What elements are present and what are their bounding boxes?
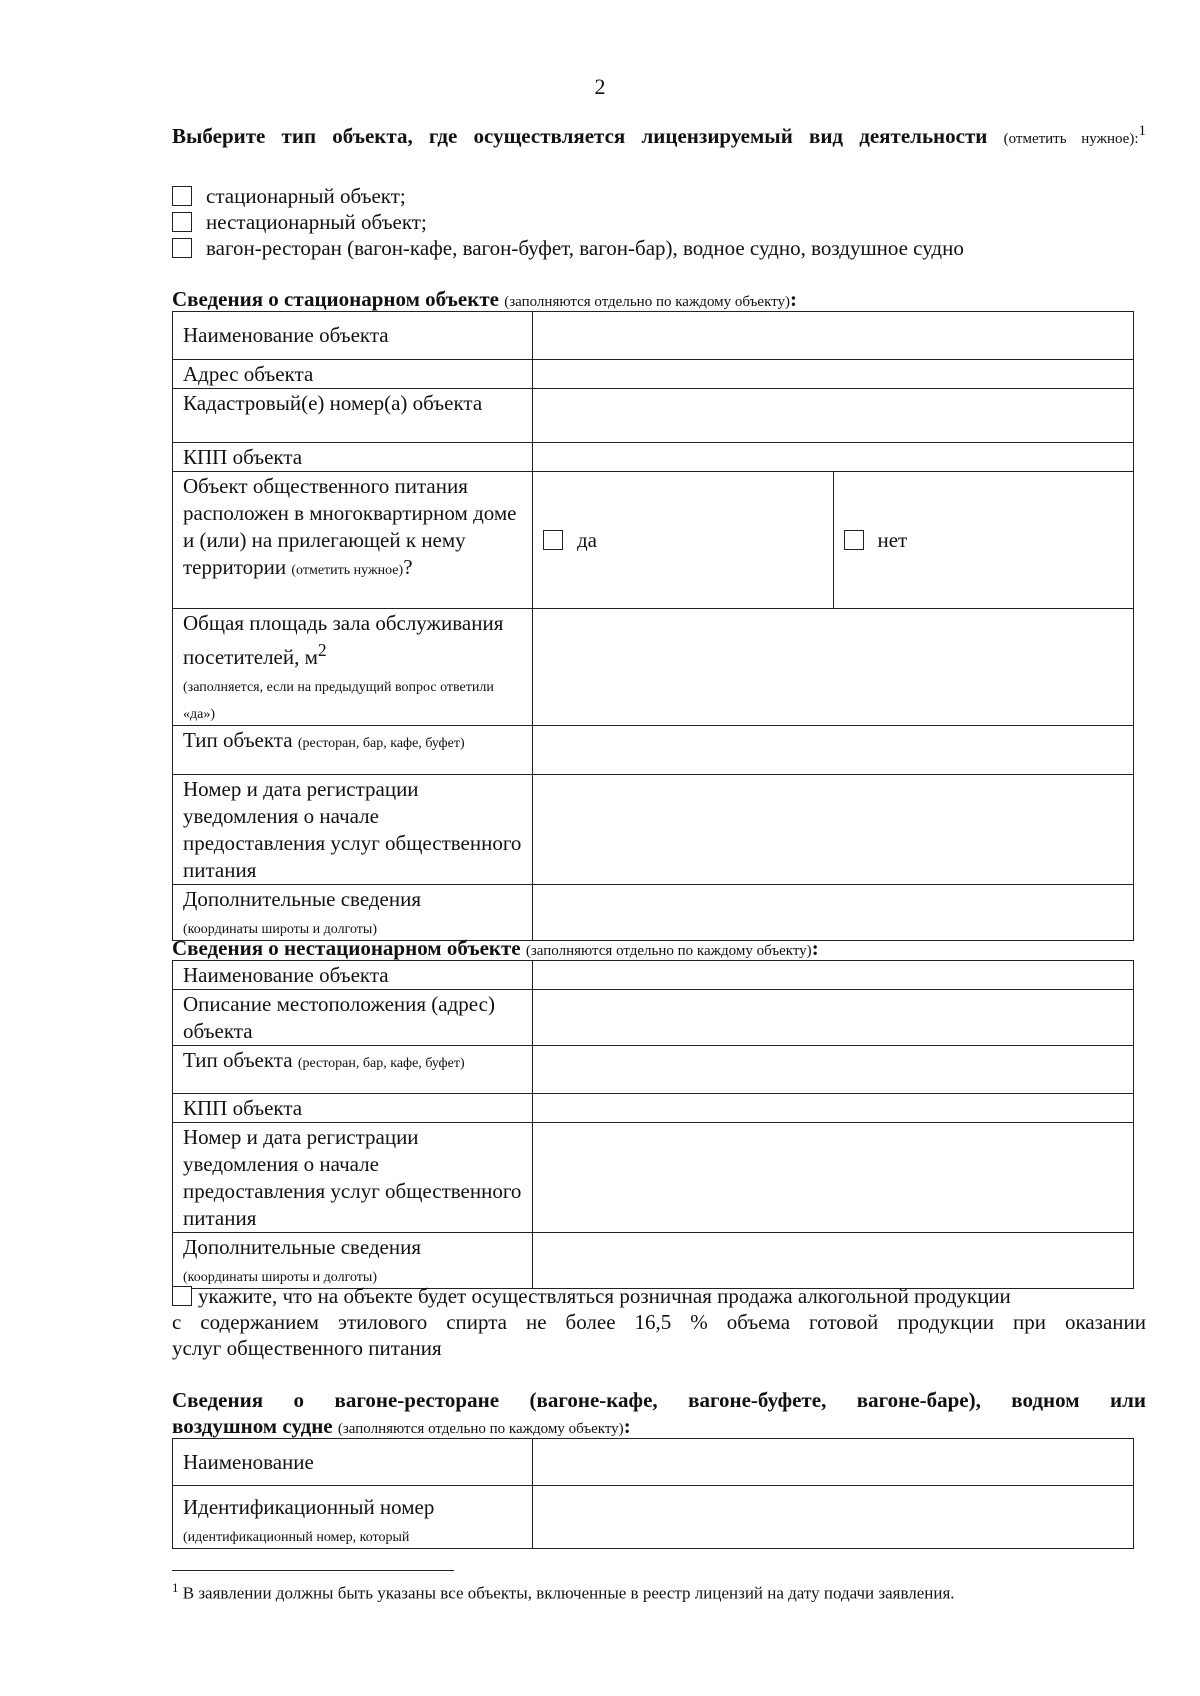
wagon-heading-colon: : <box>623 1414 631 1438</box>
stationary-apartment-answer <box>533 472 1134 609</box>
nonstationary-heading-colon: : <box>811 936 819 960</box>
table-row <box>173 389 1134 443</box>
table-row <box>173 726 1134 775</box>
footnote-divider <box>172 1570 454 1571</box>
checkbox-yes[interactable] <box>543 530 563 550</box>
option-wagon[interactable] <box>172 235 964 261</box>
wagon-id-label <box>173 1486 533 1549</box>
wagon-heading-line-1: Сведения о вагоне-ресторане (вагоне-кафе, вагоне-буфете, вагоне-баре), водном или <box>172 1388 1146 1412</box>
page-number: 2 <box>594 74 606 99</box>
row-note: (идентификационный номер, который <box>183 1530 410 1545</box>
no-label: нет <box>877 527 908 552</box>
table-row <box>173 1233 1134 1289</box>
table-row <box>173 609 1134 726</box>
table-row <box>173 1123 1134 1233</box>
nonstationary-heading-note: (заполняются отдельно по каждому объекту) <box>525 943 812 959</box>
table-row <box>173 360 1134 389</box>
checkbox-stationary[interactable] <box>172 186 192 206</box>
row-label: Адрес объекта <box>183 362 314 386</box>
object-type-heading-note: (отметить нужное): <box>1003 131 1139 147</box>
row-label: Тип объекта <box>183 1048 293 1072</box>
stationary-heading-colon: : <box>790 287 798 311</box>
row-label: Описание местоположения (адрес) объекта <box>183 992 495 1043</box>
table-row <box>173 1486 1134 1549</box>
nonstationary-heading-bold: Сведения о нестационарном объекте <box>172 936 521 960</box>
row-note: (ресторан, бар, кафе, буфет) <box>297 1056 465 1071</box>
stationary-heading-note: (заполняются отдельно по каждому объекту) <box>504 294 791 310</box>
nonstationary-extra-label <box>173 1233 533 1289</box>
checkbox-no[interactable] <box>844 530 864 550</box>
table-row <box>173 1094 1134 1123</box>
table-row <box>173 990 1134 1046</box>
checkbox-wagon[interactable] <box>172 238 192 258</box>
alcohol-line-1: укажите, что на объекте будет осуществляться розничная продажа алкогольной продукции <box>198 1284 1011 1308</box>
stationary-heading-bold: Сведения о стационарном объекте <box>172 287 499 311</box>
nonstationary-kpp-field[interactable] <box>533 1094 1134 1123</box>
row-label: Дополнительные сведения <box>183 1235 422 1259</box>
stationary-registration-field[interactable] <box>533 775 1134 885</box>
option-nonstationary[interactable] <box>172 209 427 235</box>
table-row <box>173 1439 1134 1486</box>
table-row <box>173 1046 1134 1094</box>
row-label: КПП объекта <box>183 445 303 469</box>
stationary-name-label <box>173 312 533 360</box>
footnote <box>172 1580 955 1604</box>
row-label: Дополнительные сведения <box>183 887 422 911</box>
no-option[interactable] <box>833 472 1134 608</box>
row-label: Тип объекта <box>183 728 293 752</box>
checkbox-alcohol[interactable] <box>172 1286 192 1306</box>
stationary-kpp-label <box>173 443 533 472</box>
stationary-type-field[interactable] <box>533 726 1134 775</box>
nonstationary-location-field[interactable] <box>533 990 1134 1046</box>
table-row <box>173 775 1134 885</box>
row-label: Объект общественного питания расположен в многоквартирном доме и (или) на прилегающей к нему территории <box>183 474 517 579</box>
superscript: 2 <box>317 640 327 660</box>
footnote-ref: 1 <box>1138 123 1146 139</box>
table-row <box>173 961 1134 990</box>
nonstationary-extra-field[interactable] <box>533 1233 1134 1289</box>
nonstationary-table <box>172 960 1134 1289</box>
table-row <box>173 885 1134 941</box>
table-row <box>173 312 1134 360</box>
stationary-cadastral-label <box>173 389 533 443</box>
stationary-area-field[interactable] <box>533 609 1134 726</box>
row-label: Номер и дата регистрации уведомления о начале предоставления услуг общественного питания <box>183 777 522 882</box>
nonstationary-type-field[interactable] <box>533 1046 1134 1094</box>
row-label: Наименование объекта <box>183 963 389 987</box>
alcohol-statement <box>172 1283 1146 1361</box>
option-stationary-label: стационарный объект; <box>206 184 406 208</box>
nonstationary-registration-label <box>173 1123 533 1233</box>
stationary-address-field[interactable] <box>533 360 1134 389</box>
wagon-table <box>172 1438 1134 1549</box>
row-label: Наименование объекта <box>183 323 389 347</box>
stationary-name-field[interactable] <box>533 312 1134 360</box>
stationary-cadastral-field[interactable] <box>533 389 1134 443</box>
table-row <box>173 472 1134 609</box>
wagon-heading <box>172 1387 1146 1442</box>
stationary-extra-field[interactable] <box>533 885 1134 941</box>
row-label: Наименование <box>183 1450 314 1474</box>
stationary-extra-label <box>173 885 533 941</box>
row-label: Кадастровый(е) номер(а) объекта <box>183 391 483 415</box>
row-note: (координаты широты и долготы) <box>183 922 377 937</box>
row-label: КПП объекта <box>183 1096 303 1120</box>
stationary-registration-label <box>173 775 533 885</box>
row-label: Общая площадь зала обслуживания посетителей, м <box>183 611 504 669</box>
nonstationary-registration-field[interactable] <box>533 1123 1134 1233</box>
stationary-table <box>172 311 1134 941</box>
alcohol-line-3: услуг общественного питания <box>172 1336 442 1360</box>
stationary-area-label <box>173 609 533 726</box>
stationary-kpp-field[interactable] <box>533 443 1134 472</box>
row-note: (ресторан, бар, кафе, буфет) <box>297 736 465 751</box>
wagon-name-label <box>173 1439 533 1486</box>
yes-label: да <box>577 527 598 552</box>
wagon-heading-note: (заполняются отдельно по каждому объекту) <box>337 1421 624 1437</box>
option-nonstationary-label: нестационарный объект; <box>206 210 427 234</box>
object-type-heading <box>172 118 1146 152</box>
table-row <box>173 443 1134 472</box>
stationary-apartment-question-label <box>173 472 533 609</box>
object-type-heading-bold: Выберите тип объекта, где осуществляется лицензируемый вид деятельности <box>172 124 988 148</box>
nonstationary-kpp-label <box>173 1094 533 1123</box>
stationary-address-label <box>173 360 533 389</box>
option-wagon-label: вагон-ресторан (вагон-кафе, вагон-буфет, вагон-бар), водное судно, воздушное судно <box>206 236 964 260</box>
row-label: Идентификационный номер <box>183 1495 435 1519</box>
wagon-heading-line-2: воздушном судне <box>172 1414 333 1438</box>
nonstationary-name-field[interactable] <box>533 961 1134 990</box>
row-label-tail: ? <box>403 555 413 579</box>
nonstationary-name-label <box>173 961 533 990</box>
option-stationary[interactable] <box>172 183 406 209</box>
footnote-marker: 1 <box>172 1580 179 1595</box>
alcohol-line-2: с содержанием этилового спирта не более 16,5 % объема готовой продукции при оказании <box>172 1310 1146 1334</box>
row-note: (координаты широты и долготы) <box>183 1270 377 1285</box>
stationary-type-label <box>173 726 533 775</box>
footnote-text: В заявлении должны быть указаны все объекты, включенные в реестр лицензий на дату подачи заявления. <box>182 1583 955 1603</box>
checkbox-nonstationary[interactable] <box>172 212 192 232</box>
nonstationary-type-label <box>173 1046 533 1094</box>
wagon-name-field[interactable] <box>533 1439 1134 1486</box>
nonstationary-location-label <box>173 990 533 1046</box>
yes-option[interactable] <box>533 472 833 608</box>
row-note: (отметить нужное) <box>291 563 404 578</box>
row-note: (заполняется, если на предыдущий вопрос ответили «да») <box>183 680 494 722</box>
row-label: Номер и дата регистрации уведомления о начале предоставления услуг общественного питания <box>183 1125 522 1230</box>
wagon-id-field[interactable] <box>533 1486 1134 1549</box>
